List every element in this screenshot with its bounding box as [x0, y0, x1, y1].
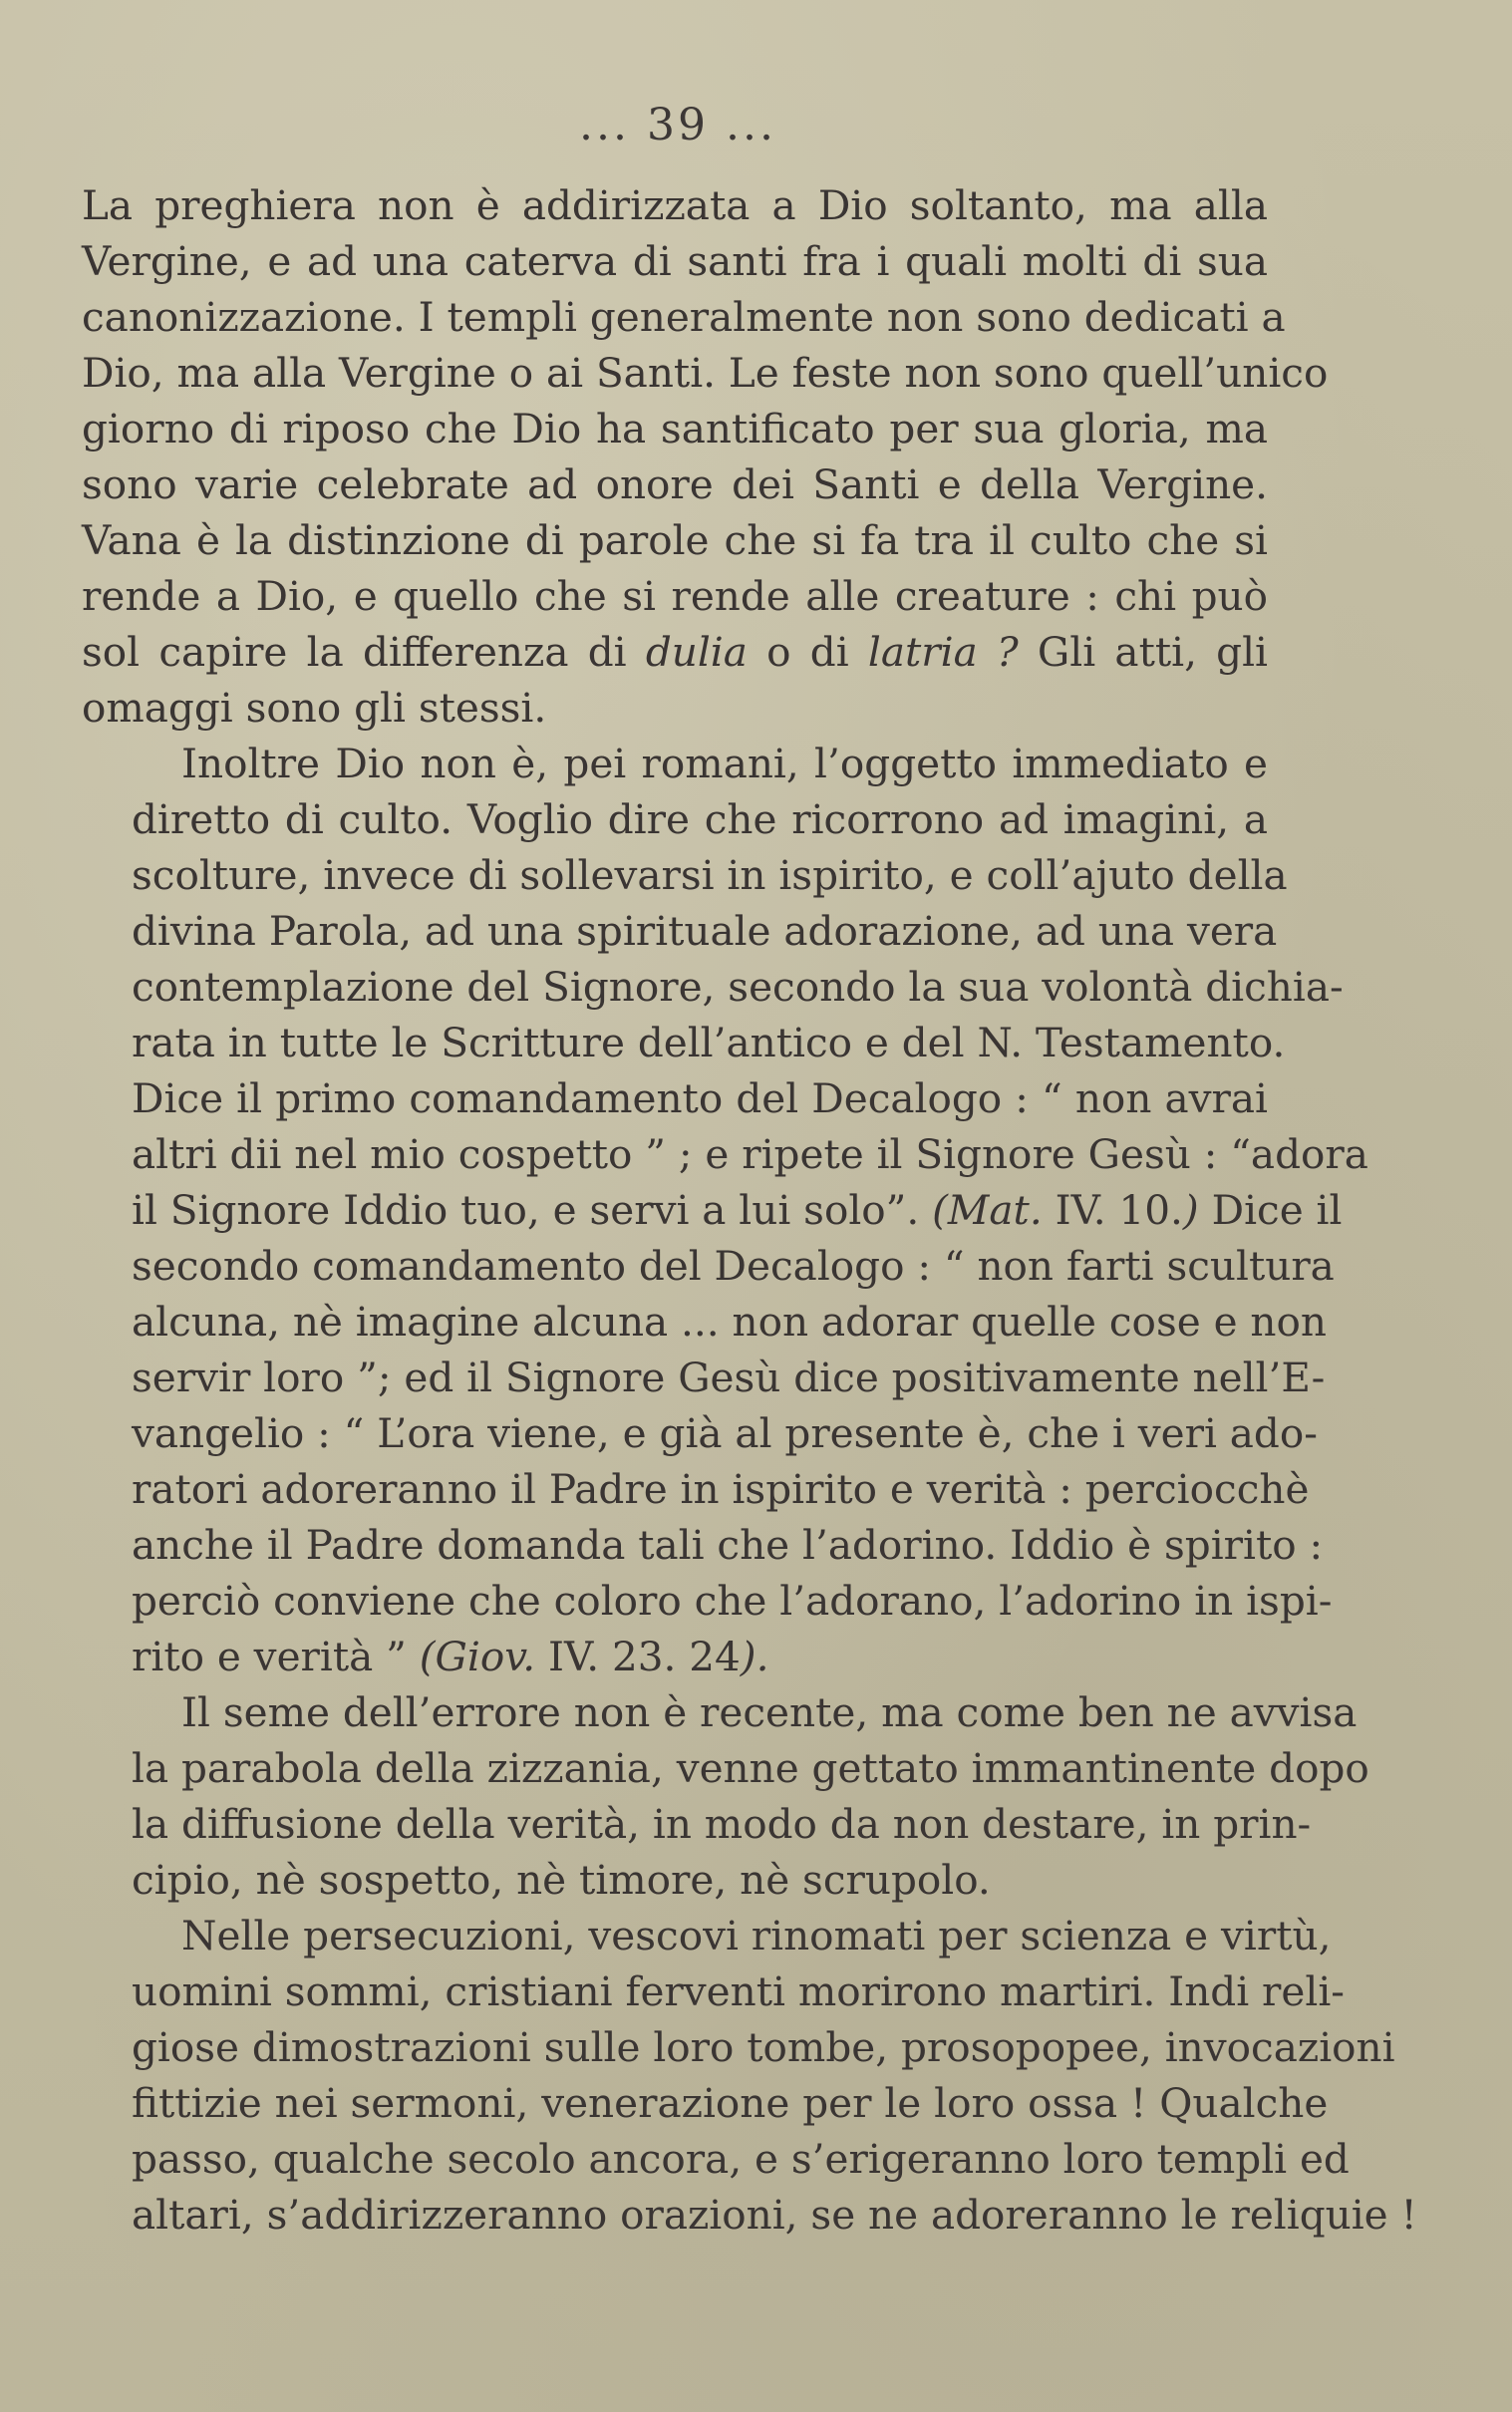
text-segment: altri dii nel mio cospetto ” ; e ripete il Signore Gesù : “adora	[132, 1130, 1368, 1178]
text-line	[82, 345, 1329, 401]
text-segment: rata in tutte le Scritture dell’antico e del N. Testamento.	[132, 1019, 1286, 1066]
text-segment: secondo comandamento del Decalogo : “ non farti scultura	[132, 1242, 1335, 1290]
text-line	[82, 1238, 1335, 1294]
paragraph	[82, 1908, 1417, 2243]
text-line	[82, 2187, 1417, 2243]
text-line	[82, 568, 1268, 624]
text-line	[82, 1070, 1268, 1126]
text-line	[82, 624, 1268, 680]
text-line	[82, 1182, 1343, 1238]
italic-text: ).	[740, 1633, 769, 1680]
text-segment: Dio, ma alla Vergine o ai Santi. Le feste non sono quell’unico	[82, 349, 1329, 397]
text-line	[82, 1126, 1368, 1182]
text-segment: fittizie nei sermoni, venerazione per le loro ossa ! Qualche	[132, 2079, 1329, 2127]
text-segment: Il seme dell’errore non è recente, ma come ben ne avvisa	[181, 1688, 1358, 1736]
text-line	[82, 1517, 1324, 1573]
text-segment: giose dimostrazioni sulle loro tombe, prosopopee, invocazioni	[132, 2023, 1395, 2071]
text-line	[82, 1405, 1318, 1461]
text-segment: uomini sommi, cristiani ferventi morirono martiri. Indi reli-	[132, 1967, 1345, 2015]
text-segment: sol capire la differenza di	[82, 628, 646, 676]
text-segment: Dice il	[1198, 1186, 1343, 1234]
text-segment: Inoltre Dio non è, pei romani, l’oggetto immediato e	[181, 740, 1268, 787]
text-segment: Nelle persecuzioni, vescovi rinomati per scienza e virtù,	[181, 1912, 1332, 1960]
paragraph	[82, 1684, 1369, 1908]
text-line	[82, 736, 1268, 791]
italic-text: (Giov.	[419, 1633, 536, 1680]
text-line	[82, 680, 1268, 736]
text-line	[82, 1852, 1268, 1908]
text-line	[82, 1684, 1358, 1740]
text-line	[82, 1908, 1332, 1963]
text-line	[82, 512, 1268, 568]
text-segment: la diffusione della verità, in modo da non destare, in prin-	[132, 1800, 1312, 1848]
text-segment: IV. 10.	[1042, 1186, 1183, 1234]
text-segment: Dice il primo comandamento del Decalogo : “ non avrai	[132, 1074, 1268, 1122]
text-segment: alcuna, nè imagine alcuna ... non adorar quelle cose e non	[132, 1298, 1327, 1346]
text-segment: rende a Dio, e quello che si rende alle creature : chi può	[82, 572, 1268, 620]
text-line	[82, 1963, 1345, 2019]
text-segment: Vergine, e ad una caterva di santi fra i quali molti di sua	[82, 237, 1268, 285]
text-segment: perciò conviene che coloro che l’adorano, l’adorino in ispi-	[132, 1577, 1333, 1625]
text-segment: canonizzazione. I templi generalmente non sono dedicati a	[82, 293, 1286, 341]
text-line	[82, 401, 1268, 456]
text-line	[82, 959, 1344, 1015]
text-segment: IV. 23. 24	[535, 1633, 741, 1680]
text-line	[82, 1461, 1310, 1517]
text-line	[82, 847, 1288, 903]
text-line	[82, 289, 1286, 345]
text-line	[82, 2131, 1350, 2187]
body-text	[82, 177, 1417, 2243]
text-line	[82, 791, 1268, 847]
text-segment: il Signore Iddio tuo, e servi a lui solo”.	[132, 1186, 933, 1234]
text-segment: o di	[747, 628, 868, 676]
text-line	[82, 1629, 1268, 1684]
text-segment: sono varie celebrate ad onore dei Santi e della Vergine.	[82, 460, 1268, 508]
text-segment: vangelio : “ L’ora viene, e già al presente è, che i veri ado-	[132, 1409, 1318, 1457]
text-segment: giorno di riposo che Dio ha santificato per sua gloria, ma	[82, 405, 1268, 452]
italic-text: )	[1182, 1186, 1199, 1234]
text-line	[82, 1294, 1327, 1350]
text-segment: La preghiera non è addirizzata a Dio soltanto, ma alla	[82, 181, 1268, 229]
text-line	[82, 233, 1268, 289]
text-segment: cipio, nè sospetto, nè timore, nè scrupolo.	[132, 1856, 991, 1904]
text-segment: Vana è la distinzione di parole che si fa tra il culto che si	[82, 516, 1268, 564]
page-number: ... 39 ...	[579, 100, 776, 151]
text-line	[82, 903, 1278, 959]
paragraph	[82, 736, 1368, 1684]
text-segment: rito e verità ”	[132, 1633, 420, 1680]
text-line	[82, 1350, 1326, 1405]
text-segment: contemplazione del Signore, secondo la sua volontà dichia-	[132, 963, 1344, 1011]
italic-text: latria ?	[867, 628, 1019, 676]
text-segment: Gli atti, gli	[1018, 628, 1269, 676]
text-line	[82, 1796, 1312, 1852]
text-segment: omaggi sono gli stessi.	[82, 684, 547, 732]
text-line	[82, 2019, 1395, 2075]
text-segment: servir loro ”; ed il Signore Gesù dice positivamente nell’E-	[132, 1354, 1326, 1401]
paragraph	[82, 177, 1329, 736]
text-segment: divina Parola, ad una spirituale adorazione, ad una vera	[132, 907, 1278, 955]
italic-text: dulia	[645, 628, 748, 676]
text-segment: ratori adoreranno il Padre in ispirito e verità : perciocchè	[132, 1465, 1310, 1513]
text-line	[82, 2075, 1329, 2131]
text-segment: altari, s’addirizzeranno orazioni, se ne adoreranno le reliquie !	[132, 2191, 1417, 2239]
text-line	[82, 177, 1268, 233]
text-segment: la parabola della zizzania, venne gettato immantinente dopo	[132, 1744, 1369, 1792]
text-line	[82, 1573, 1333, 1629]
text-segment: diretto di culto. Voglio dire che ricorrono ad imagini, a	[132, 795, 1268, 843]
text-line	[82, 1740, 1369, 1796]
italic-text: (Mat.	[932, 1186, 1043, 1234]
text-line	[82, 1015, 1286, 1070]
text-line	[82, 456, 1268, 512]
text-segment: anche il Padre domanda tali che l’adorino. Iddio è spirito :	[132, 1521, 1324, 1569]
text-segment: passo, qualche secolo ancora, e s’erigeranno loro templi ed	[132, 2135, 1350, 2183]
text-segment: scolture, invece di sollevarsi in ispirito, e coll’ajuto della	[132, 851, 1288, 899]
